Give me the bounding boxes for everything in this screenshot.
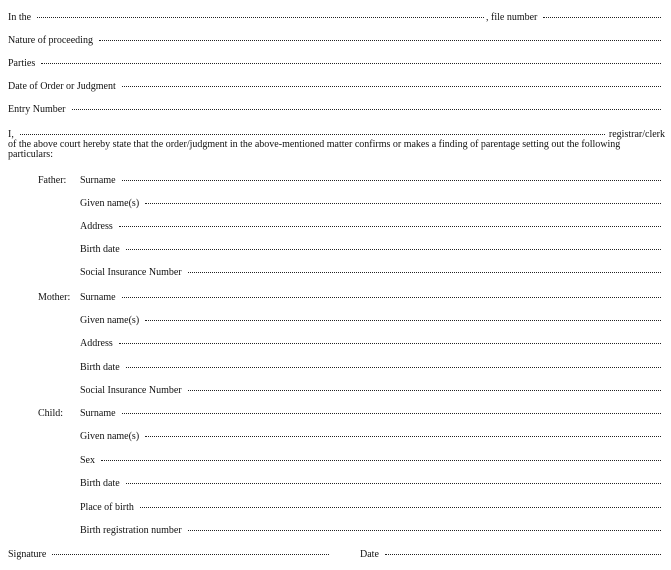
mother-given-row [80,315,665,326]
mother-given-label: Given name(s) [80,315,140,326]
in-the-label: In the [8,12,32,23]
entry-number-field[interactable] [72,109,662,110]
mother-birthdate-label: Birth date [80,362,120,373]
mother-label: Mother: [38,292,71,303]
father-address-field[interactable] [119,226,661,227]
father-birthdate-label: Birth date [80,244,120,255]
parties-field[interactable] [41,63,661,64]
father-surname-label: Surname [80,175,116,186]
parties-row [8,58,665,69]
father-address-label: Address [80,221,113,232]
father-label: Father: [38,175,67,186]
signature-row [8,549,333,560]
statement-prefix: I, [8,129,14,140]
father-address-row [80,221,665,232]
file-number-field[interactable] [543,17,661,18]
nature-field[interactable] [99,40,661,41]
father-birthdate-row [80,244,665,255]
nature-row [8,35,665,46]
child-sex-row [80,455,665,466]
date-row [360,549,665,560]
father-sin-row [80,267,665,278]
child-surname-field[interactable] [122,413,661,414]
father-surname-row [80,175,665,186]
date-order-field[interactable] [122,86,661,87]
mother-given-field[interactable] [145,320,661,321]
child-given-field[interactable] [145,436,661,437]
child-registration-label: Birth registration number [80,525,182,536]
child-registration-row [80,525,665,536]
nature-label: Nature of proceeding [8,35,93,46]
father-given-row [80,198,665,209]
parties-label: Parties [8,58,36,69]
child-birthplace-field[interactable] [140,507,661,508]
file-number-row [486,12,665,23]
date-field[interactable] [385,554,661,555]
child-birthplace-row [80,502,665,513]
child-birthplace-label: Place of birth [80,502,134,513]
mother-address-field[interactable] [119,343,661,344]
mother-sin-row [80,385,665,396]
father-birthdate-field[interactable] [126,249,661,250]
file-number-label: , file number [486,12,538,23]
in-the-field[interactable] [37,17,484,18]
mother-sin-label: Social Insurance Number [80,385,182,396]
mother-address-label: Address [80,338,113,349]
child-surname-row [80,408,665,419]
child-sex-field[interactable] [101,460,661,461]
date-order-label: Date of Order or Judgment [8,81,116,92]
child-birthdate-row [80,478,665,489]
entry-number-label: Entry Number [8,104,66,115]
child-given-row [80,431,665,442]
child-label: Child: [38,408,64,419]
statement-role: registrar/clerk [608,129,665,140]
date-label: Date [360,549,379,560]
in-the-row [8,12,488,23]
mother-sin-field[interactable] [188,390,661,391]
registrar-name-field[interactable] [20,134,605,135]
child-birthdate-field[interactable] [126,483,661,484]
date-order-row [8,81,665,92]
mother-surname-field[interactable] [122,297,661,298]
father-given-label: Given name(s) [80,198,140,209]
mother-surname-row [80,292,665,303]
mother-birthdate-row [80,362,665,373]
child-sex-label: Sex [80,455,95,466]
child-surname-label: Surname [80,408,116,419]
mother-surname-label: Surname [80,292,116,303]
entry-number-row [8,104,665,115]
father-given-field[interactable] [145,203,661,204]
signature-label: Signature [8,549,47,560]
statement-text: of the above court hereby state that the order/judgment in the above-mentioned matter confirms or makes a finding of parentage setting out the following particulars: [8,139,621,160]
child-birthdate-label: Birth date [80,478,120,489]
father-sin-field[interactable] [188,272,661,273]
mother-address-row [80,338,665,349]
child-given-label: Given name(s) [80,431,140,442]
father-sin-label: Social Insurance Number [80,267,182,278]
signature-field[interactable] [52,554,329,555]
father-surname-field[interactable] [122,180,661,181]
mother-birthdate-field[interactable] [126,367,661,368]
child-registration-field[interactable] [188,530,661,531]
